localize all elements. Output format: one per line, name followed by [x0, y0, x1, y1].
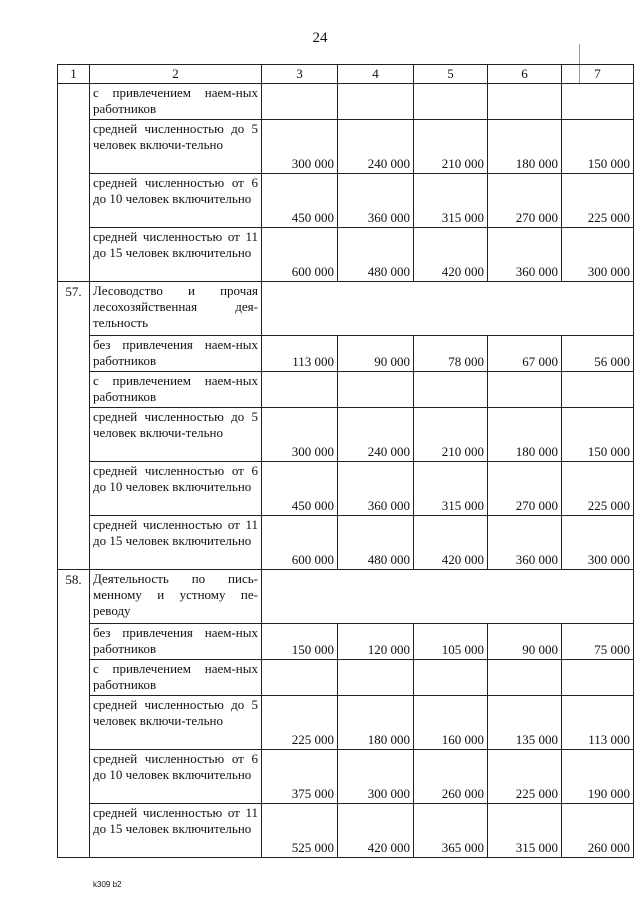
row-description: с привлечением наем-ных работников	[90, 660, 262, 696]
value-cell: 180 000	[338, 696, 414, 750]
value-cell: 56 000	[562, 336, 634, 372]
row-description: средней численностью до 5 человек включи-тельно	[90, 408, 262, 462]
value-cell: 210 000	[414, 408, 488, 462]
value-cell: 360 000	[338, 174, 414, 228]
value-cell: 260 000	[414, 750, 488, 804]
value-cell: 480 000	[338, 228, 414, 282]
value-cell	[488, 660, 562, 696]
row-description: средней численностью от 6 до 10 человек включительно	[90, 174, 262, 228]
section-title: Лесоводство и прочая лесохозяйственная дея-тельность	[90, 282, 262, 336]
table-row	[58, 462, 634, 516]
value-cell: 190 000	[562, 750, 634, 804]
header-cell: 5	[414, 65, 488, 84]
value-cell: 225 000	[562, 462, 634, 516]
row-number-empty	[58, 84, 90, 282]
value-cell: 113 000	[562, 696, 634, 750]
tax-rate-table	[57, 64, 634, 858]
row-description: с привлечением наем-ных работников	[90, 84, 262, 120]
value-cell: 420 000	[338, 804, 414, 858]
value-cell: 180 000	[488, 408, 562, 462]
value-cell: 260 000	[562, 804, 634, 858]
empty-cell	[262, 282, 634, 336]
value-cell: 360 000	[488, 516, 562, 570]
value-cell: 240 000	[338, 408, 414, 462]
value-cell: 300 000	[262, 408, 338, 462]
value-cell	[338, 372, 414, 408]
header-cell: 2	[90, 65, 262, 84]
table-row	[58, 228, 634, 282]
table-row	[58, 696, 634, 750]
header-cell: 6	[488, 65, 562, 84]
value-cell: 300 000	[338, 750, 414, 804]
table-row	[58, 84, 634, 120]
value-cell: 360 000	[488, 228, 562, 282]
table-row	[58, 750, 634, 804]
table-row	[58, 174, 634, 228]
value-cell	[562, 84, 634, 120]
row-number: 58.	[58, 570, 90, 858]
value-cell: 365 000	[414, 804, 488, 858]
value-cell: 225 000	[488, 750, 562, 804]
value-cell: 270 000	[488, 174, 562, 228]
value-cell: 600 000	[262, 516, 338, 570]
table-row	[58, 804, 634, 858]
value-cell: 78 000	[414, 336, 488, 372]
table-row	[58, 516, 634, 570]
value-cell: 90 000	[488, 624, 562, 660]
row-number: 57.	[58, 282, 90, 570]
value-cell: 90 000	[338, 336, 414, 372]
value-cell	[338, 660, 414, 696]
value-cell: 315 000	[414, 174, 488, 228]
value-cell: 270 000	[488, 462, 562, 516]
value-cell	[262, 372, 338, 408]
row-description: средней численностью от 11 до 15 человек включительно	[90, 516, 262, 570]
value-cell	[262, 84, 338, 120]
value-cell: 315 000	[488, 804, 562, 858]
header-cell: 7	[562, 65, 634, 84]
value-cell: 113 000	[262, 336, 338, 372]
value-cell: 225 000	[262, 696, 338, 750]
table-row	[58, 624, 634, 660]
value-cell: 180 000	[488, 120, 562, 174]
value-cell: 105 000	[414, 624, 488, 660]
value-cell: 135 000	[488, 696, 562, 750]
table-row	[58, 408, 634, 462]
empty-cell	[262, 570, 634, 624]
header-cell: 3	[262, 65, 338, 84]
row-description: без привлечения наем-ных работников	[90, 336, 262, 372]
value-cell: 120 000	[338, 624, 414, 660]
value-cell: 75 000	[562, 624, 634, 660]
value-cell: 300 000	[562, 228, 634, 282]
value-cell: 150 000	[562, 408, 634, 462]
row-description: без привлечения наем-ных работников	[90, 624, 262, 660]
footer-code: k309 b2	[93, 880, 122, 889]
value-cell: 300 000	[562, 516, 634, 570]
row-description: средней численностью до 5 человек включи-тельно	[90, 120, 262, 174]
row-description: средней численностью от 11 до 15 человек включительно	[90, 228, 262, 282]
value-cell: 375 000	[262, 750, 338, 804]
value-cell: 300 000	[262, 120, 338, 174]
table-row	[58, 372, 634, 408]
value-cell	[414, 372, 488, 408]
value-cell	[414, 660, 488, 696]
value-cell: 240 000	[338, 120, 414, 174]
value-cell: 420 000	[414, 516, 488, 570]
table-row	[58, 570, 634, 624]
value-cell: 225 000	[562, 174, 634, 228]
value-cell: 160 000	[414, 696, 488, 750]
value-cell: 480 000	[338, 516, 414, 570]
row-description: средней численностью от 6 до 10 человек включительно	[90, 750, 262, 804]
value-cell: 150 000	[562, 120, 634, 174]
value-cell	[488, 84, 562, 120]
value-cell	[562, 372, 634, 408]
value-cell: 150 000	[262, 624, 338, 660]
value-cell	[262, 660, 338, 696]
header-cell: 1	[58, 65, 90, 84]
value-cell: 67 000	[488, 336, 562, 372]
value-cell	[414, 84, 488, 120]
table-row	[58, 336, 634, 372]
value-cell: 420 000	[414, 228, 488, 282]
value-cell: 210 000	[414, 120, 488, 174]
page-number: 24	[312, 30, 328, 46]
table-header-row	[58, 65, 634, 84]
table-row	[58, 282, 634, 336]
value-cell: 450 000	[262, 462, 338, 516]
value-cell	[338, 84, 414, 120]
row-description: средней численностью от 11 до 15 человек включительно	[90, 804, 262, 858]
value-cell: 450 000	[262, 174, 338, 228]
header-cell: 4	[338, 65, 414, 84]
value-cell: 525 000	[262, 804, 338, 858]
value-cell: 600 000	[262, 228, 338, 282]
row-description: средней численностью от 6 до 10 человек включительно	[90, 462, 262, 516]
value-cell	[562, 660, 634, 696]
row-description: средней численностью до 5 человек включи-тельно	[90, 696, 262, 750]
value-cell: 360 000	[338, 462, 414, 516]
table-row	[58, 660, 634, 696]
row-description: с привлечением наем-ных работников	[90, 372, 262, 408]
table-row	[58, 120, 634, 174]
value-cell: 315 000	[414, 462, 488, 516]
section-title: Деятельность по пись-менному и устному пе-реводу	[90, 570, 262, 624]
value-cell	[488, 372, 562, 408]
